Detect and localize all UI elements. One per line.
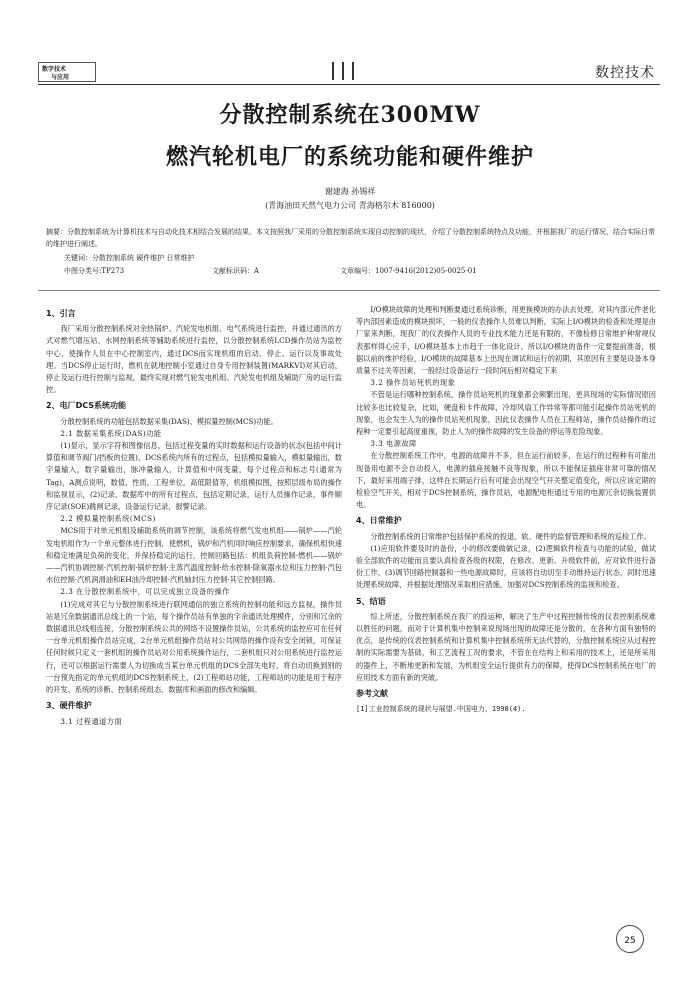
page-title-line2: 燃汽轮机电厂的系统功能和硬件维护	[165, 144, 534, 170]
page-number: 25	[616, 925, 644, 953]
paragraph: (1)应用软件要及时的备份，小的修改要做做记录，(2)逻辑软件检查与功能的试验，做试验全部软件的功能而且要认真检查各级的权限，在修改、更新、升级软件前，应对软件进行备份工作，(3)调节回路控制器和一些电源故障时，应该将自动切至手动维持运行状态，同时迅速处理系统故障，并根据处理情况采取相应措施，加强对DCS控制系统的监视和检查。	[356, 543, 656, 590]
reference-item: [1]工业控制系统的现状与展望.中国电力，1998(4).	[356, 705, 526, 714]
authors: 谢建海 孙锡祥	[324, 187, 376, 196]
document-code: 文献标识码：A	[212, 267, 260, 275]
section-label: 数控技术	[595, 65, 655, 81]
affiliation: (青海油田天然气电力公司 青海格尔木 816000)	[265, 201, 435, 210]
paragraph: 不管是运行哪种控制系统，操作员站死机的现象都会频繁出现，更具现场的实际情况原因比较多也比较复杂，比如，硬盘和卡件故障，冷却风扇工作异常等都可能引起操作员站死机的现象，也会发生人为的操作员站死机现象，因此仪表操作人员在工程师站，操作员站操作的过程种一定要引起高度重视，防止人为的操作故障的发生设备的停运等危险现象。	[356, 390, 656, 437]
section-heading: 3.1 过程通道方面	[60, 716, 123, 726]
keywords: 关键词：分散控制系统 硬件维护 日常维护	[64, 254, 195, 262]
section-heading: 4、日常维护	[356, 516, 402, 526]
section-heading: 参考文献	[356, 689, 388, 699]
abstract-divider	[38, 290, 660, 291]
clc-number: 中图分类号:TP273	[64, 267, 125, 275]
paragraph: MCS用于对单元机组及辅助系统的调节控制，该系统将燃气发电机组——锅炉——汽轮发电机组作为一个单元整体进行控制，使燃机，锅炉和汽机同时响应控制要求，确保机组快速和稳定地满足负荷的变化，并保持稳定的运行，控制回路包括：机组负荷控制·燃机——锅炉——汽机协调控制·汽机控制·锅炉控制·主蒸汽温度控制·给水控制·除氧器水位和压力控制·汽包水位控制·汽机润滑油和EH油冷却控制·汽机轴封压力控制·其它控制回路。	[46, 526, 342, 585]
journal-logo-box	[38, 62, 96, 82]
abstract: 摘要：分散控制系统为计算机技术与自动化技术相结合发展的结果。本文按照我厂采用的分散控制系统实现自动控制的现状，介绍了分散控制系统特点及功能，并根据我厂的运行情况，结合实际日常的维护进行阐述。	[46, 228, 655, 248]
section-heading: 2.1 数据采集系统(DAS)功能	[60, 428, 162, 438]
right-column	[356, 304, 656, 716]
header-divider	[38, 84, 660, 85]
section-heading: 2.2 模拟量控制系统(MCS)	[60, 514, 156, 524]
article-number: 文章编号：1007-9416(2012)05-0025-01	[340, 267, 477, 275]
paragraph: 综上所述，分散控制系统在我厂的投运种，解决了生产中过程控制传统的仪表控制系统难以胜任的问题，而对于计算机集中控制来说现场出现的故障还是分散的，在各种方面有独特的优点，是传统的仪表控制系统和计算机集中控制系统所无法代替的，分散控制系统应从过程控制的实际需要为基础，和工艺流程工况的要求，不管在在结构上和采用的技术上，还是所采用的器件上，不断地更新和发展，为机组安全运行提供有力的保障，使得DCS控制系统在电厂的应用技术方面有新的突破。	[356, 611, 656, 682]
paragraph: (1)显示，显示字符和图像信息，包括过程变量的实时数据和运行设备的状态(包括中间计算值和调节阀门/挡板的位置)，DCS系统内所有的过程点，包括模拟量输入，模拟量输出，数字量输入，数字量输出，脉冲量输入，计算值和中间变量，每个过程点和标志号(通常为Tag)，A测点说明，数值，性质，工程单位，高低限值等，机组模拟图，按照层级布局的操作和监视显示，(2)记录，数据库中的所有过程点，包括定期记录，运行人员操作记录，事件顺序记录(SOE)跳闸记录，设备运行记录，报警记录。	[46, 441, 342, 512]
section-heading: 3.3 电源故障	[370, 439, 417, 449]
left-column	[46, 304, 342, 728]
paragraph: 我厂采用分散控制系统对余热锅炉、汽轮发电机组、电气系统进行监控，并通过通讯的方式对燃气增压站、水网控制系统等辅助系统进行监控，以分散控制系统LCD操作员站为监控中心，使操作人员在中心控制室内，通过DCS而实现机组的启动、停止、运行以及事故处理。当DCS停止运行时，燃机在就地控制小室通过自身专用控制装置(MARKVI)对其启动，停止及运行进行控制与监视，最终实现对燃气轮发电机组、汽轮发电机组及辅助厂房的运行监控。	[46, 324, 342, 395]
paragraph: 在分散控制系统工作中，电源的故障并不多，但在运行前较多，在运行的过程种有可能出现备用电源不会自动投入，电源的插座接触不良等现象，所以不能保证插座非常可靠的情况下，最好采用端子排，这样在长期运行后有可能会出现空气开关整定值变化，所以应该定期的检验空气开关，相对于DCS控制系统，操作员站，电源配电柜通过专用的电源冗余切换装置供电。	[356, 451, 656, 510]
section-heading: 3、硬件维护	[46, 701, 92, 711]
section-heading: 2.3 在分散控制系统中，可以完成独立设备的操作	[60, 587, 230, 597]
section-heading: 2、电厂DCS系统功能	[46, 401, 126, 411]
section-heading: 3.2 操作员站死机的现象	[370, 378, 456, 388]
paragraph: 分散控制系统的功能包括数据采集(DAS)、模拟量控制(MCS)功能。	[60, 416, 278, 426]
page-title-line1: 分散控制系统在300MW	[219, 102, 481, 128]
paragraph: I/O模块故障的处理和判断要通过系统诊断，用更换模块的办法去处理，对其内部元件老化等内部因素造成的模块损坏，一般的仪表操作人员难以判断，实际上I/O模块的检查和处理是由厂家来判断，现我厂的仪表操作人员的专业技术能力还是有限的，不像检修日常维护种常规仪表那样得心应手，I/O模块基本上市趋于一体化设计，所以I/O模块的备件一定要提前准备，根据以前的维护经验，I/O模块的故障基本上出现在调试和运行的初期，其原因有主要是设备本身质量不过关等因素，一般经过设备运行一段时间后相对稳定下来	[356, 305, 656, 376]
section-heading: 1、引言	[46, 309, 76, 318]
paragraph: 分散控制系统的日常维护包括保护系统的投退、软、硬件的监督管理和系统的巡检工作。	[370, 531, 651, 541]
journal-name-line1: 数字技术	[42, 66, 67, 73]
journal-name-line2: 与应用	[51, 74, 70, 81]
paragraph: (1)完成对其它与分散控制系统进行联网通信的独立系统的控制功能和远方监视，操作员站是冗余数据通讯总线上的一个站，每个操作员站有单独的字余通讯处理模件，分别和冗余的数据通讯总线相连接，分散控制系统公共的网络不设置操作员站，公共系统的监控应可在任何一台单元机组操作员站完成，2台单元机组操作员站对公共网络的操作设有安全闭锁，可保证任何时候只定义一套机组的操作员站对公用系统操作运行，二套机组只对公用系统进行监控运行，还可以根据运行需要人为切换成当某台单元机组的DCS全部失电时，将自动切换到别的一台预先指定的单元机组的DCS控制系统上，(2)工程师站功能，工程师站的功能是用于程序的开发、系统的诊断、控制系统组态、数据库和画面的修改和编辑。	[46, 599, 342, 695]
section-heading: 5、结语	[356, 596, 386, 606]
